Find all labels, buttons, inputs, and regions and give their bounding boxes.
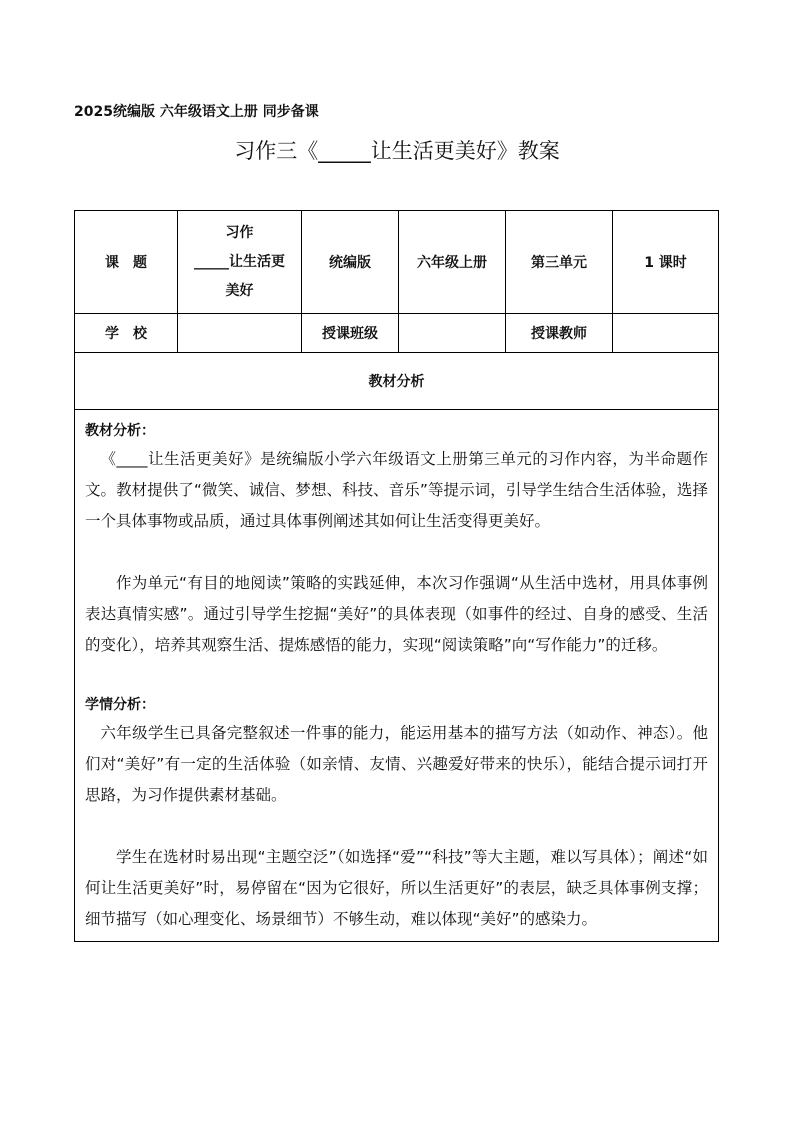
class-value[interactable] [399, 314, 506, 353]
section-header: 教材分析 [75, 353, 719, 410]
lesson-title-cell [178, 211, 302, 314]
edition-cell: 统编版 [302, 211, 399, 314]
textbook-analysis-paragraph-1: 《____让生活更美好》是统编版小学六年级语文上册第三单元的习作内容，为半命题作文。教材提供了“微笑、诚信、梦想、科技、音乐”等提示词，引导学生结合生活体验，选择一个具体事物或品质，通过具体事例阐述其如何让生活变得更美好。 [85, 450, 708, 530]
info-row-2 [75, 314, 719, 353]
unit-cell: 第三单元 [506, 211, 613, 314]
lesson-title-line-3: 美好 [225, 282, 254, 299]
hours-cell: 1 课时 [613, 211, 719, 314]
analysis-cell [75, 410, 719, 942]
document-header: 2025统编版 六年级语文上册 同步备课 [74, 104, 319, 120]
teacher-value[interactable] [613, 314, 719, 353]
info-row-1 [75, 211, 719, 314]
label-class: 授课班级 [302, 314, 399, 353]
section-header-row [75, 353, 719, 410]
textbook-analysis-heading: 教材分析： [85, 423, 155, 439]
school-value[interactable] [178, 314, 302, 353]
student-analysis-paragraph-2: 学生在选材时易出现“主题空泛”（如选择“爱”“科技”等大主题，难以写具体）；阐述“如何让生活更美好”时，易停留在“因为它很好，所以生活更好”的表层，缺乏具体事例支撑；细节描写（如心理变化、场景细节）不够生动，难以体现“美好”的感染力。 [85, 848, 708, 928]
student-analysis-paragraph-1: 六年级学生已具备完整叙述一件事的能力，能运用基本的描写方法（如动作、神态）。他们对“美好”有一定的生活体验（如亲情、友情、兴趣爱好带来的快乐），能结合提示词打开思路，为习作提供素材基础。 [85, 724, 708, 804]
lesson-title-line-2: _____让生活更 [194, 253, 285, 270]
analysis-row [75, 410, 719, 942]
lesson-plan-table [74, 210, 719, 942]
label-teacher: 授课教师 [506, 314, 613, 353]
textbook-analysis-paragraph-2: 作为单元“有目的地阅读”策略的实践延伸，本次习作强调“从生活中选材，用具体事例表达真情实感”。通过引导学生挖掘“美好”的具体表现（如事件的经过、自身的感受、生活的变化），培养其观察生活、提炼感悟的能力，实现“阅读策略”向“写作能力”的迁移。 [85, 574, 708, 654]
label-topic: 课 题 [75, 211, 178, 314]
lesson-title-line-1: 习作 [225, 224, 254, 241]
label-school: 学 校 [75, 314, 178, 353]
document-title: 习作三《_____让生活更美好》教案 [234, 139, 560, 163]
grade-cell: 六年级上册 [399, 211, 506, 314]
student-analysis-heading: 学情分析： [85, 697, 155, 713]
